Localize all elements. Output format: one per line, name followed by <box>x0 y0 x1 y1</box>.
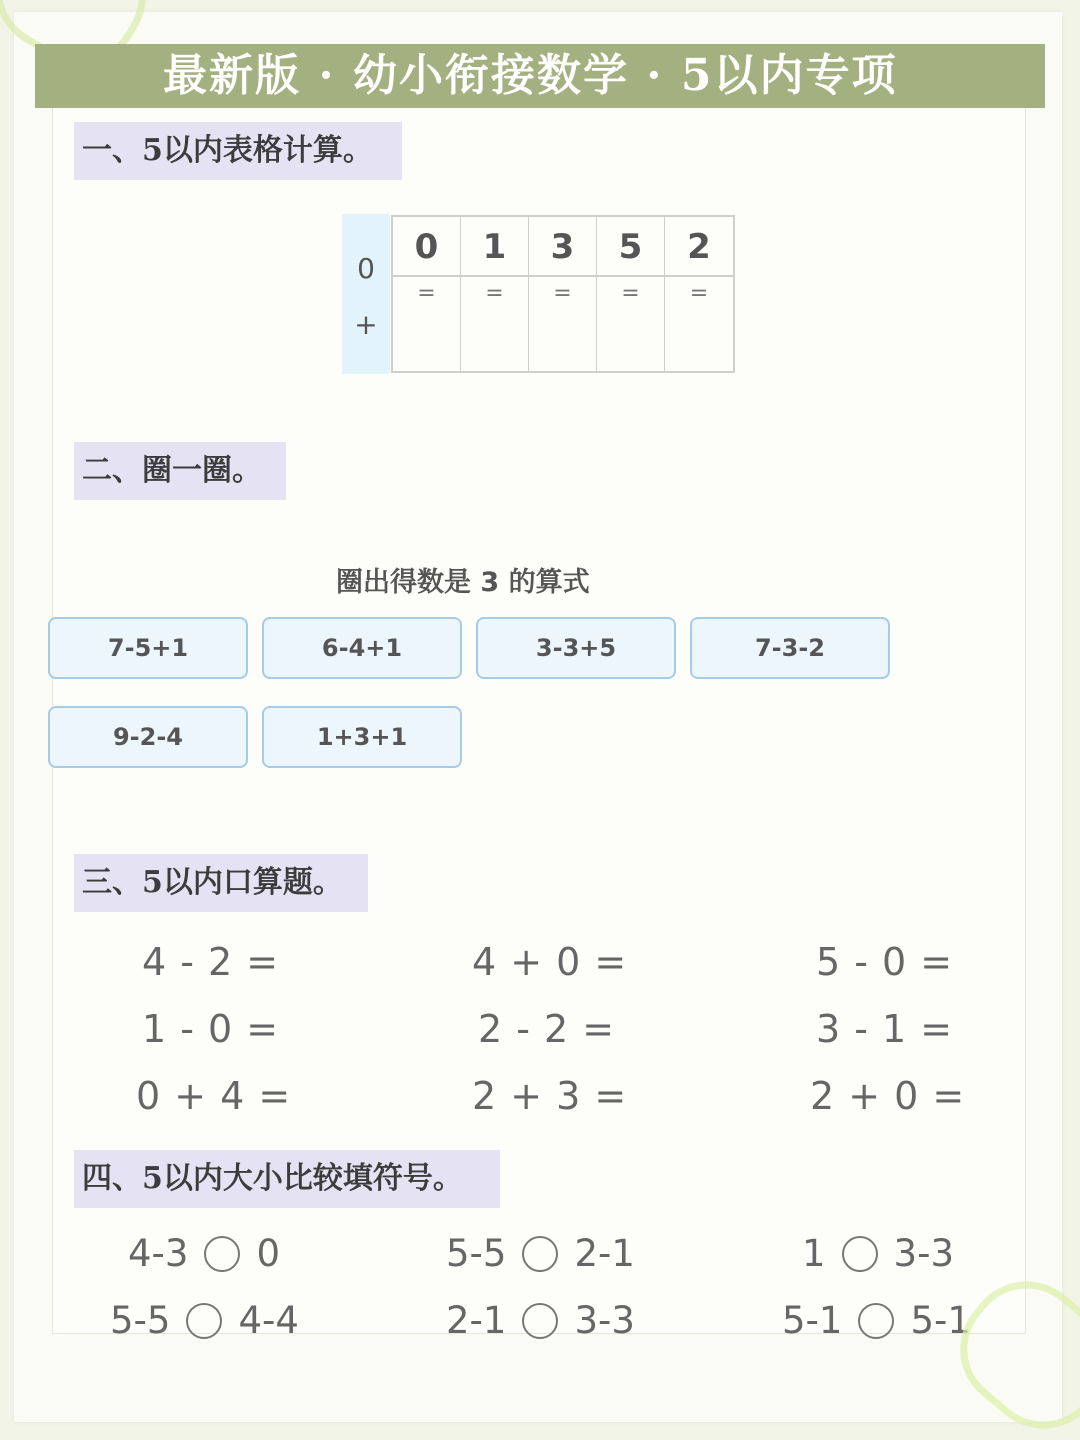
compare-right: 3-3 <box>893 1232 954 1275</box>
math-problem: 2 + 3 = <box>472 1074 628 1118</box>
compare-right: 3-3 <box>574 1299 635 1342</box>
answer-cell[interactable]: = <box>417 281 436 306</box>
compare-problem <box>446 1299 635 1342</box>
expression-box[interactable]: 7-3-2 <box>690 617 890 679</box>
answer-circle[interactable] <box>522 1236 558 1272</box>
compare-left: 5-5 <box>446 1232 507 1275</box>
answer-circle[interactable] <box>186 1303 222 1339</box>
circle-instruction: 圈出得数是 3 的算式 <box>336 567 590 598</box>
math-problem: 5 - 0 = <box>816 940 954 984</box>
operator-column <box>342 214 390 374</box>
table-grid <box>391 215 735 373</box>
compare-left: 1 <box>802 1232 826 1275</box>
section-heading-compare: 四、5以内大小比较填符号。 <box>74 1150 500 1208</box>
table-number: 1 <box>461 217 528 277</box>
compare-left: 5-5 <box>110 1299 171 1342</box>
math-problem: 0 + 4 = <box>136 1074 292 1118</box>
answer-circle[interactable] <box>858 1303 894 1339</box>
expression-box[interactable]: 6-4+1 <box>262 617 462 679</box>
worksheet-title: 最新版 · 幼小衔接数学 · 5以内专项 <box>35 44 1045 108</box>
expression-box[interactable]: 9-2-4 <box>48 706 248 768</box>
compare-problem <box>110 1299 299 1342</box>
table-column <box>529 217 597 371</box>
math-problem: 1 - 0 = <box>142 1007 280 1051</box>
compare-right: 5-1 <box>910 1299 971 1342</box>
answer-cell[interactable]: = <box>689 281 709 306</box>
answer-cell[interactable]: = <box>485 281 504 306</box>
section-heading-table: 一、5以内表格计算。 <box>74 122 402 180</box>
math-problem: 3 - 1 = <box>816 1007 954 1051</box>
operator-sign: + <box>354 308 378 341</box>
answer-cell[interactable]: = <box>621 281 640 306</box>
section-heading-circle: 二、圈一圈。 <box>74 442 286 500</box>
compare-right: 2-1 <box>574 1232 635 1275</box>
table-number: 2 <box>665 217 733 277</box>
answer-circle[interactable] <box>204 1236 240 1272</box>
compare-left: 2-1 <box>446 1299 507 1342</box>
base-number: 0 <box>357 252 375 285</box>
answer-cell[interactable]: = <box>553 281 572 306</box>
section-heading-mental-math: 三、5以内口算题。 <box>74 854 368 912</box>
answer-circle[interactable] <box>522 1303 558 1339</box>
compare-problem <box>446 1232 635 1275</box>
compare-left: 4-3 <box>128 1232 189 1275</box>
compare-right: 0 <box>256 1232 280 1275</box>
table-column <box>393 217 461 371</box>
table-number: 5 <box>597 217 664 277</box>
compare-problem <box>128 1232 280 1275</box>
math-problem: 2 - 2 = <box>478 1007 616 1051</box>
expression-box[interactable]: 7-5+1 <box>48 617 248 679</box>
table-column <box>597 217 665 371</box>
compare-problem <box>782 1299 971 1342</box>
compare-left: 5-1 <box>782 1299 843 1342</box>
math-problem: 2 + 0 = <box>810 1074 966 1118</box>
expression-box[interactable]: 1+3+1 <box>262 706 462 768</box>
math-problem: 4 + 0 = <box>472 940 628 984</box>
answer-circle[interactable] <box>842 1236 878 1272</box>
table-column <box>665 217 733 371</box>
table-number: 3 <box>529 217 596 277</box>
table-number: 0 <box>393 217 460 277</box>
compare-problem <box>802 1232 954 1275</box>
math-problem: 4 - 2 = <box>142 940 280 984</box>
table-column <box>461 217 529 371</box>
expression-box[interactable]: 3-3+5 <box>476 617 676 679</box>
compare-right: 4-4 <box>238 1299 299 1342</box>
